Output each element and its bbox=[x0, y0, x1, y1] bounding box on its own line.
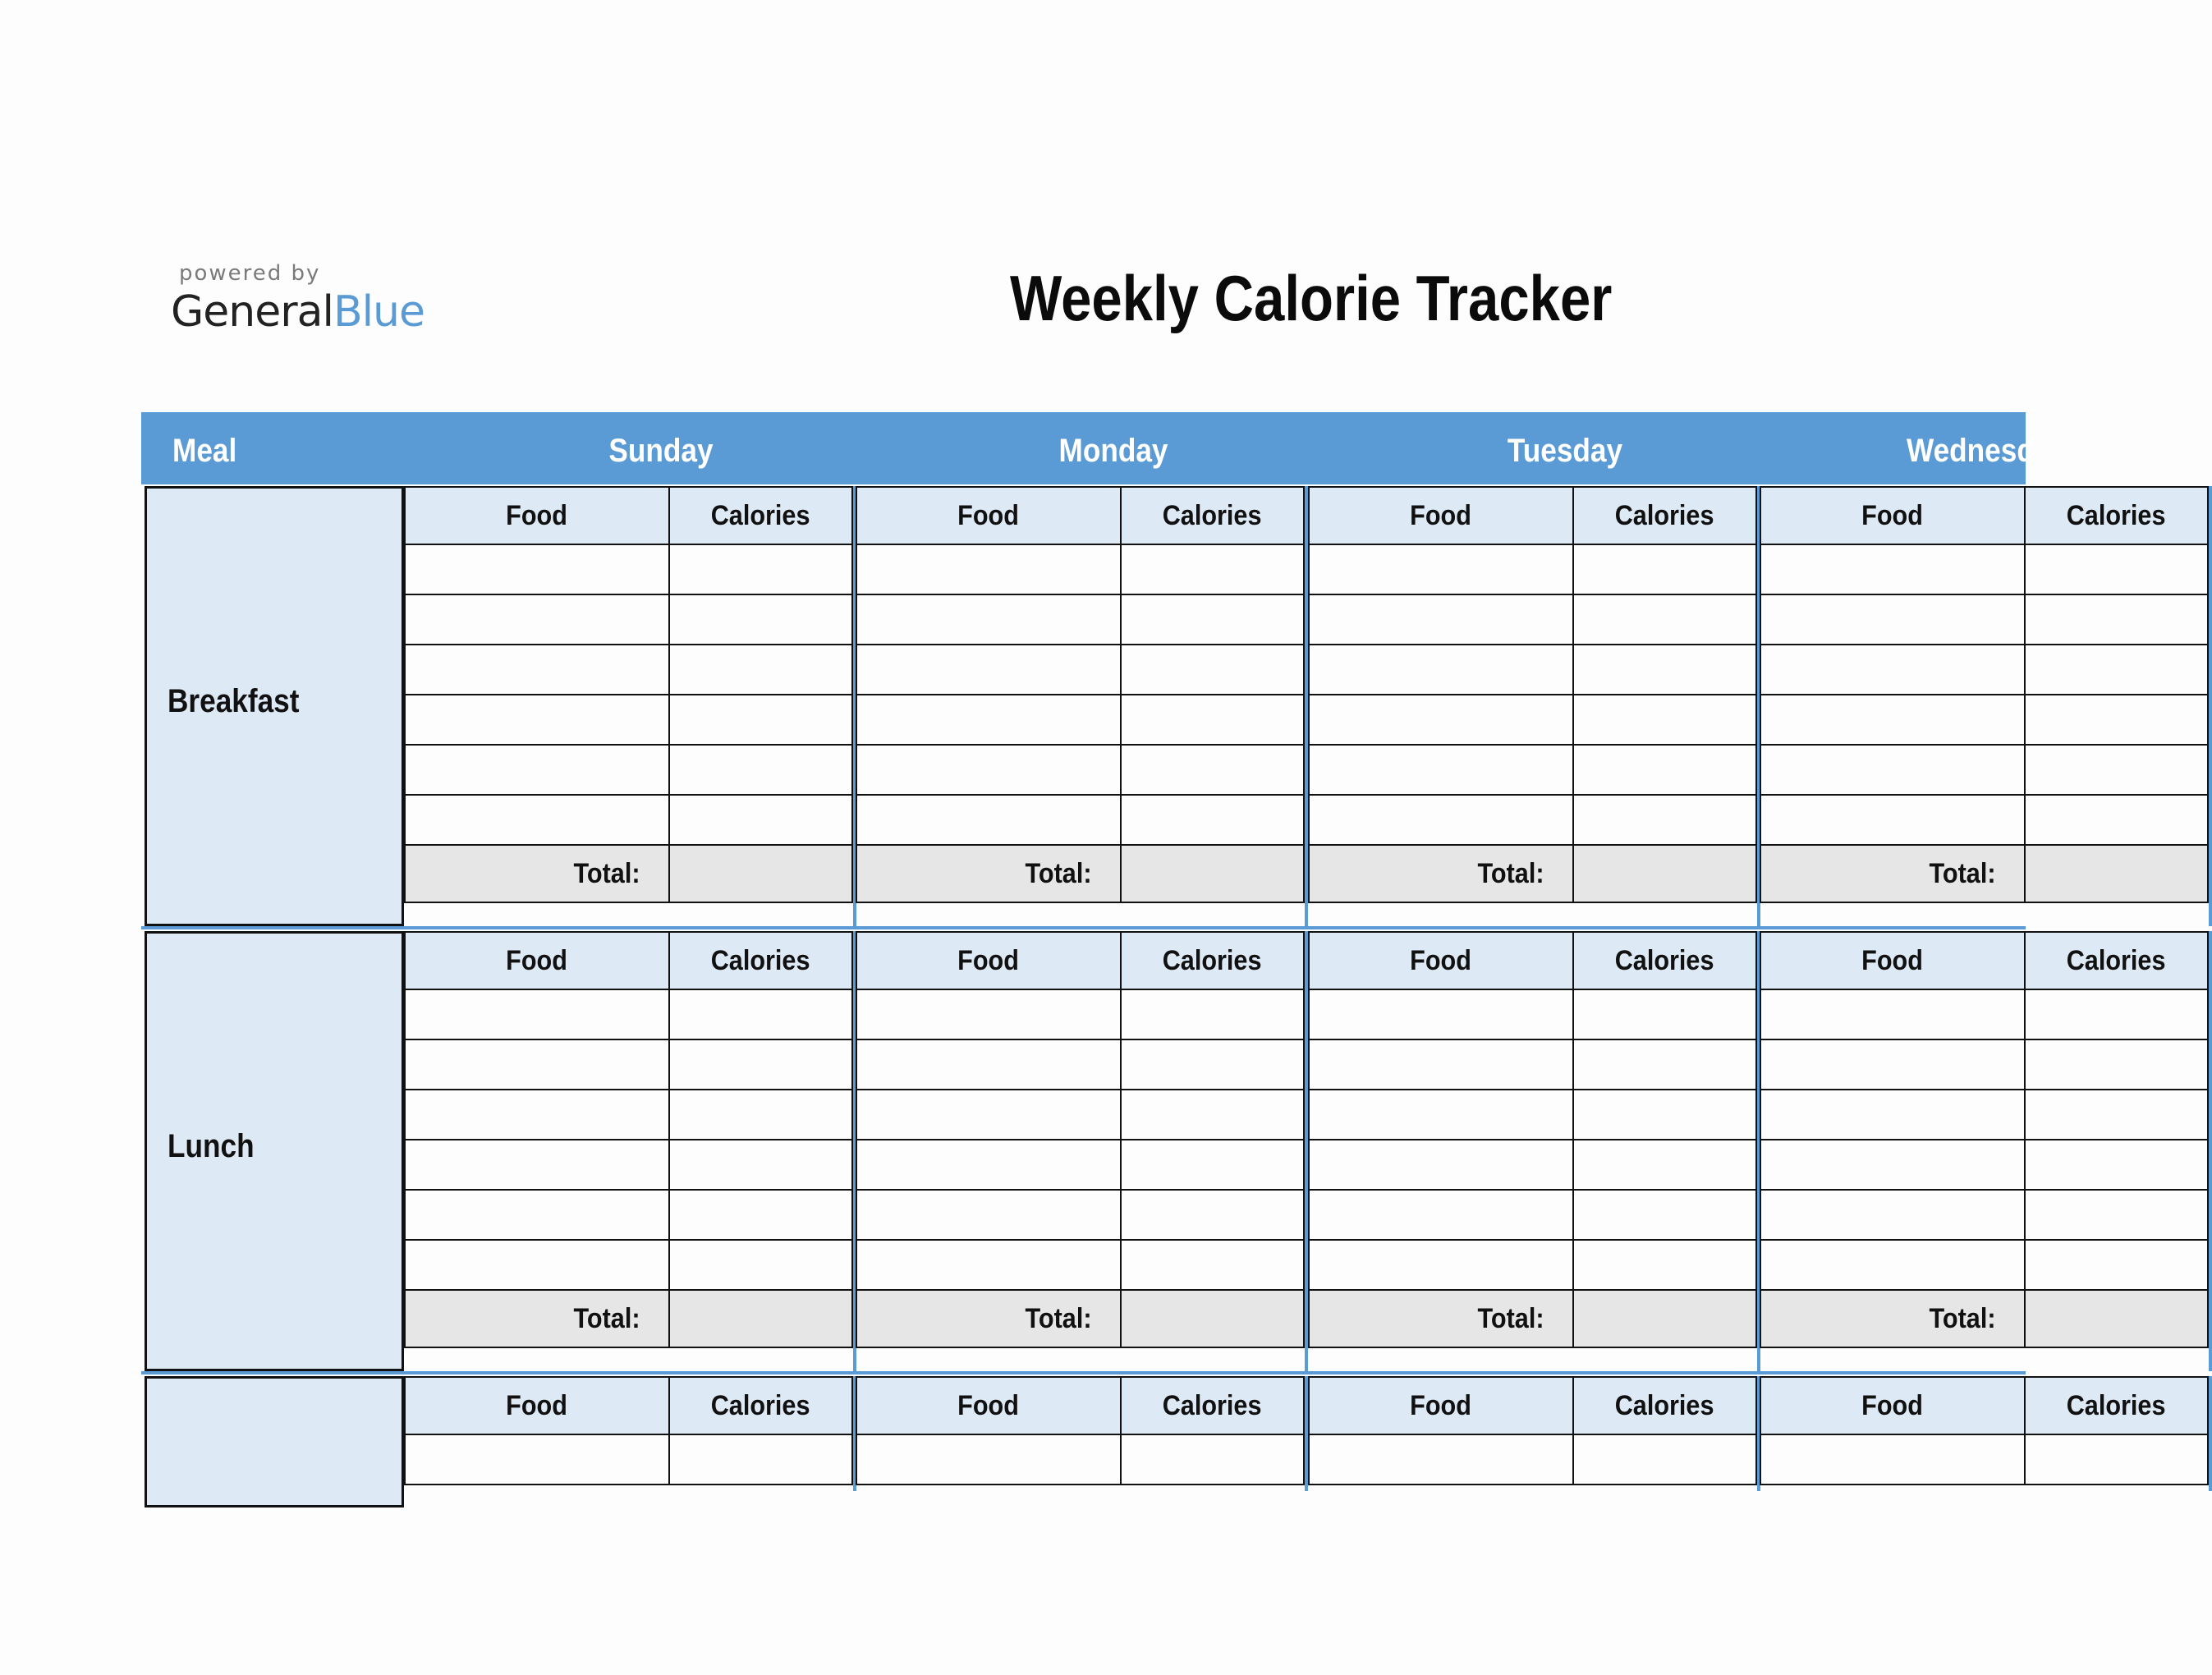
food-entry-cell[interactable] bbox=[405, 645, 669, 695]
food-entry-cell[interactable] bbox=[1760, 544, 2025, 594]
col-header-food bbox=[1309, 1377, 1573, 1434]
food-entry-cell[interactable] bbox=[856, 645, 1121, 695]
food-entry-cell[interactable] bbox=[1760, 645, 2025, 695]
col-header-calories bbox=[2025, 932, 2208, 989]
food-entry-cell[interactable] bbox=[405, 1190, 669, 1240]
food-entry-cell[interactable] bbox=[1309, 1434, 1573, 1485]
food-entry-cell[interactable] bbox=[405, 1434, 669, 1485]
total-value-cell[interactable] bbox=[2025, 845, 2208, 902]
col-header-label: Calories bbox=[1163, 499, 1262, 531]
food-entry-cell[interactable] bbox=[1760, 695, 2025, 745]
calories-entry-cell[interactable] bbox=[2025, 1140, 2208, 1190]
food-entry-cell[interactable] bbox=[1760, 1190, 2025, 1240]
col-header-food bbox=[856, 487, 1121, 544]
col-header-label: Food bbox=[1410, 1389, 1472, 1421]
col-header-label: Calories bbox=[711, 944, 810, 976]
calories-entry-cell[interactable] bbox=[1573, 544, 1756, 594]
calories-entry-cell[interactable] bbox=[1121, 645, 1304, 695]
calories-entry-cell[interactable] bbox=[669, 745, 852, 795]
day-header-sunday: Sunday bbox=[608, 433, 714, 469]
total-label: Total: bbox=[1025, 857, 1092, 889]
calories-entry-cell[interactable] bbox=[2025, 745, 2208, 795]
col-header-label: Food bbox=[957, 499, 1020, 531]
day-divider bbox=[2209, 1376, 2212, 1491]
meal-label: Breakfast bbox=[168, 683, 300, 719]
day-header-monday: Monday bbox=[1058, 433, 1168, 469]
block-separator bbox=[141, 926, 2026, 929]
food-entry-cell[interactable] bbox=[856, 1090, 1121, 1140]
calories-entry-cell[interactable] bbox=[2025, 645, 2208, 695]
food-entry-cell[interactable] bbox=[405, 695, 669, 745]
col-header-label: Food bbox=[957, 944, 1020, 976]
calories-entry-cell[interactable] bbox=[669, 795, 852, 845]
day-header-tuesday: Tuesday bbox=[1507, 433, 1623, 469]
col-header-label: Calories bbox=[2067, 944, 2166, 976]
calories-entry-cell[interactable] bbox=[1121, 1240, 1304, 1290]
col-header-label: Food bbox=[1410, 499, 1472, 531]
total-label-cell bbox=[856, 1290, 1121, 1347]
calories-entry-cell[interactable] bbox=[1573, 1140, 1756, 1190]
page-title: Weekly Calorie Tracker bbox=[1010, 262, 1613, 334]
col-header-food bbox=[1309, 932, 1573, 989]
col-header-calories bbox=[669, 932, 852, 989]
food-entry-cell[interactable] bbox=[1760, 594, 2025, 645]
food-entry-cell[interactable] bbox=[1760, 745, 2025, 795]
col-header-calories bbox=[1121, 1377, 1304, 1434]
calories-entry-cell[interactable] bbox=[1573, 1434, 1756, 1485]
total-value-cell[interactable] bbox=[1573, 845, 1756, 902]
calories-entry-cell[interactable] bbox=[2025, 1190, 2208, 1240]
total-label-cell bbox=[856, 845, 1121, 902]
day-table bbox=[1760, 1376, 2209, 1485]
col-header-label: Food bbox=[506, 944, 568, 976]
day-table bbox=[1308, 931, 1757, 1348]
total-value-cell[interactable] bbox=[669, 1290, 852, 1347]
col-header-calories bbox=[1121, 487, 1304, 544]
col-header-food bbox=[856, 1377, 1121, 1434]
food-entry-cell[interactable] bbox=[1760, 1434, 2025, 1485]
calories-entry-cell[interactable] bbox=[1121, 594, 1304, 645]
col-header-calories bbox=[1573, 932, 1756, 989]
col-header-calories bbox=[1573, 487, 1756, 544]
calories-entry-cell[interactable] bbox=[1573, 645, 1756, 695]
day-header-wednesday: Wednesd bbox=[1907, 433, 2035, 469]
col-header-label: Food bbox=[506, 499, 568, 531]
day-table bbox=[404, 1376, 853, 1485]
col-header-label: Calories bbox=[2067, 499, 2166, 531]
calories-entry-cell[interactable] bbox=[669, 544, 852, 594]
col-header-label: Calories bbox=[1163, 1389, 1262, 1421]
day-table bbox=[1308, 486, 1757, 903]
total-label-cell bbox=[405, 1290, 669, 1347]
brand-blue: Blue bbox=[333, 287, 425, 337]
meal-label: Lunch bbox=[168, 1128, 255, 1164]
col-header-label: Calories bbox=[711, 1389, 810, 1421]
col-header-label: Calories bbox=[1615, 1389, 1714, 1421]
day-table bbox=[1308, 1376, 1757, 1485]
day-table bbox=[856, 931, 1305, 1348]
calories-entry-cell[interactable] bbox=[1121, 795, 1304, 845]
food-entry-cell[interactable] bbox=[1760, 795, 2025, 845]
food-entry-cell[interactable] bbox=[405, 1140, 669, 1190]
food-entry-cell[interactable] bbox=[1309, 989, 1573, 1039]
day-divider bbox=[2209, 486, 2212, 926]
total-value-cell[interactable] bbox=[2025, 1290, 2208, 1347]
col-header-label: Food bbox=[1410, 944, 1472, 976]
col-header-label: Food bbox=[1861, 499, 1924, 531]
food-entry-cell[interactable] bbox=[856, 745, 1121, 795]
meal-header: Meal bbox=[172, 433, 237, 469]
brand-name bbox=[171, 287, 425, 337]
calories-entry-cell[interactable] bbox=[2025, 1039, 2208, 1090]
calories-entry-cell[interactable] bbox=[669, 1039, 852, 1090]
calories-entry-cell[interactable] bbox=[669, 695, 852, 745]
col-header-label: Calories bbox=[2067, 1389, 2166, 1421]
col-header-calories bbox=[1573, 1377, 1756, 1434]
total-label-cell bbox=[405, 845, 669, 902]
calories-entry-cell[interactable] bbox=[1573, 1240, 1756, 1290]
food-entry-cell[interactable] bbox=[1760, 1240, 2025, 1290]
col-header-calories bbox=[2025, 487, 2208, 544]
food-entry-cell[interactable] bbox=[1309, 1190, 1573, 1240]
calories-entry-cell[interactable] bbox=[1121, 544, 1304, 594]
food-entry-cell[interactable] bbox=[405, 989, 669, 1039]
col-header-label: Calories bbox=[711, 499, 810, 531]
col-header-food bbox=[1760, 932, 2025, 989]
food-entry-cell[interactable] bbox=[1309, 594, 1573, 645]
calories-entry-cell[interactable] bbox=[1121, 1140, 1304, 1190]
day-table bbox=[404, 931, 853, 1348]
calories-entry-cell[interactable] bbox=[1573, 795, 1756, 845]
food-entry-cell[interactable] bbox=[1760, 1140, 2025, 1190]
col-header-calories bbox=[669, 1377, 852, 1434]
calories-entry-cell[interactable] bbox=[1121, 695, 1304, 745]
calories-entry-cell[interactable] bbox=[669, 645, 852, 695]
calories-entry-cell[interactable] bbox=[669, 1190, 852, 1240]
food-entry-cell[interactable] bbox=[405, 1090, 669, 1140]
total-label: Total: bbox=[1929, 1302, 1996, 1334]
total-value-cell[interactable] bbox=[1121, 1290, 1304, 1347]
food-entry-cell[interactable] bbox=[1760, 989, 2025, 1039]
meal-column bbox=[145, 1376, 404, 1508]
calories-entry-cell[interactable] bbox=[1121, 745, 1304, 795]
food-entry-cell[interactable] bbox=[856, 695, 1121, 745]
calories-entry-cell[interactable] bbox=[2025, 1240, 2208, 1290]
total-label: Total: bbox=[573, 857, 640, 889]
col-header-label: Food bbox=[957, 1389, 1020, 1421]
col-header-label: Food bbox=[1861, 944, 1924, 976]
day-divider bbox=[2209, 931, 2212, 1371]
calories-entry-cell[interactable] bbox=[1573, 594, 1756, 645]
tracker-sheet bbox=[141, 412, 2166, 1491]
calories-entry-cell[interactable] bbox=[2025, 1434, 2208, 1485]
calories-entry-cell[interactable] bbox=[669, 1090, 852, 1140]
food-entry-cell[interactable] bbox=[1309, 1140, 1573, 1190]
total-label: Total: bbox=[1025, 1302, 1092, 1334]
calories-entry-cell[interactable] bbox=[1121, 1090, 1304, 1140]
calories-entry-cell[interactable] bbox=[669, 989, 852, 1039]
day-table bbox=[404, 486, 853, 903]
food-entry-cell[interactable] bbox=[1309, 1039, 1573, 1090]
total-value-cell[interactable] bbox=[1121, 845, 1304, 902]
food-entry-cell[interactable] bbox=[856, 1039, 1121, 1090]
col-header-calories bbox=[2025, 1377, 2208, 1434]
col-header-food bbox=[405, 932, 669, 989]
col-header-label: Food bbox=[506, 1389, 568, 1421]
total-label: Total: bbox=[1477, 1302, 1544, 1334]
col-header-food bbox=[856, 932, 1121, 989]
calories-entry-cell[interactable] bbox=[1573, 695, 1756, 745]
generalblue-logo bbox=[171, 261, 425, 337]
food-entry-cell[interactable] bbox=[856, 989, 1121, 1039]
calories-entry-cell[interactable] bbox=[669, 594, 852, 645]
col-header-label: Calories bbox=[1615, 499, 1714, 531]
food-entry-cell[interactable] bbox=[856, 1434, 1121, 1485]
calories-entry-cell[interactable] bbox=[2025, 695, 2208, 745]
food-entry-cell[interactable] bbox=[856, 594, 1121, 645]
calories-entry-cell[interactable] bbox=[2025, 795, 2208, 845]
calories-entry-cell[interactable] bbox=[1121, 1434, 1304, 1485]
total-label-cell bbox=[1760, 845, 2025, 902]
col-header-label: Calories bbox=[1615, 944, 1714, 976]
food-entry-cell[interactable] bbox=[405, 1240, 669, 1290]
calories-entry-cell[interactable] bbox=[1121, 989, 1304, 1039]
calories-entry-cell[interactable] bbox=[669, 1140, 852, 1190]
total-label-cell bbox=[1309, 845, 1573, 902]
powered-by-label: powered by bbox=[179, 261, 321, 286]
food-entry-cell[interactable] bbox=[856, 795, 1121, 845]
total-label: Total: bbox=[1929, 857, 1996, 889]
calories-entry-cell[interactable] bbox=[2025, 1090, 2208, 1140]
day-table bbox=[1760, 486, 2209, 903]
calories-entry-cell[interactable] bbox=[1573, 989, 1756, 1039]
day-table bbox=[856, 1376, 1305, 1485]
food-entry-cell[interactable] bbox=[1309, 544, 1573, 594]
col-header-food bbox=[405, 487, 669, 544]
col-header-food bbox=[1309, 487, 1573, 544]
calories-entry-cell[interactable] bbox=[1573, 1039, 1756, 1090]
calories-entry-cell[interactable] bbox=[1121, 1039, 1304, 1090]
food-entry-cell[interactable] bbox=[405, 745, 669, 795]
col-header-food bbox=[1760, 1377, 2025, 1434]
total-label: Total: bbox=[573, 1302, 640, 1334]
calories-entry-cell[interactable] bbox=[2025, 544, 2208, 594]
food-entry-cell[interactable] bbox=[1309, 795, 1573, 845]
food-entry-cell[interactable] bbox=[1309, 695, 1573, 745]
calories-entry-cell[interactable] bbox=[1573, 1190, 1756, 1240]
food-entry-cell[interactable] bbox=[1309, 1240, 1573, 1290]
day-table bbox=[1760, 931, 2209, 1348]
brand-general: General bbox=[171, 287, 333, 337]
col-header-calories bbox=[1121, 932, 1304, 989]
food-entry-cell[interactable] bbox=[856, 544, 1121, 594]
food-entry-cell[interactable] bbox=[405, 544, 669, 594]
calories-entry-cell[interactable] bbox=[1573, 745, 1756, 795]
food-entry-cell[interactable] bbox=[405, 795, 669, 845]
total-value-cell[interactable] bbox=[669, 845, 852, 902]
food-entry-cell[interactable] bbox=[1760, 1039, 2025, 1090]
food-entry-cell[interactable] bbox=[1760, 1090, 2025, 1140]
food-entry-cell[interactable] bbox=[405, 594, 669, 645]
calories-entry-cell[interactable] bbox=[1573, 1090, 1756, 1140]
calories-entry-cell[interactable] bbox=[1121, 1190, 1304, 1240]
calories-entry-cell[interactable] bbox=[2025, 594, 2208, 645]
calories-entry-cell[interactable] bbox=[669, 1240, 852, 1290]
day-table bbox=[856, 486, 1305, 903]
total-label-cell bbox=[1309, 1290, 1573, 1347]
food-entry-cell[interactable] bbox=[1309, 745, 1573, 795]
col-header-food bbox=[405, 1377, 669, 1434]
calories-entry-cell[interactable] bbox=[2025, 989, 2208, 1039]
total-value-cell[interactable] bbox=[1573, 1290, 1756, 1347]
food-entry-cell[interactable] bbox=[856, 1140, 1121, 1190]
food-entry-cell[interactable] bbox=[856, 1190, 1121, 1240]
food-entry-cell[interactable] bbox=[1309, 645, 1573, 695]
total-label-cell bbox=[1760, 1290, 2025, 1347]
total-label: Total: bbox=[1477, 857, 1544, 889]
food-entry-cell[interactable] bbox=[1309, 1090, 1573, 1140]
food-entry-cell[interactable] bbox=[856, 1240, 1121, 1290]
calories-entry-cell[interactable] bbox=[669, 1434, 852, 1485]
food-entry-cell[interactable] bbox=[405, 1039, 669, 1090]
col-header-calories bbox=[669, 487, 852, 544]
block-separator bbox=[141, 1371, 2026, 1374]
col-header-label: Calories bbox=[1163, 944, 1262, 976]
col-header-food bbox=[1760, 487, 2025, 544]
col-header-label: Food bbox=[1861, 1389, 1924, 1421]
